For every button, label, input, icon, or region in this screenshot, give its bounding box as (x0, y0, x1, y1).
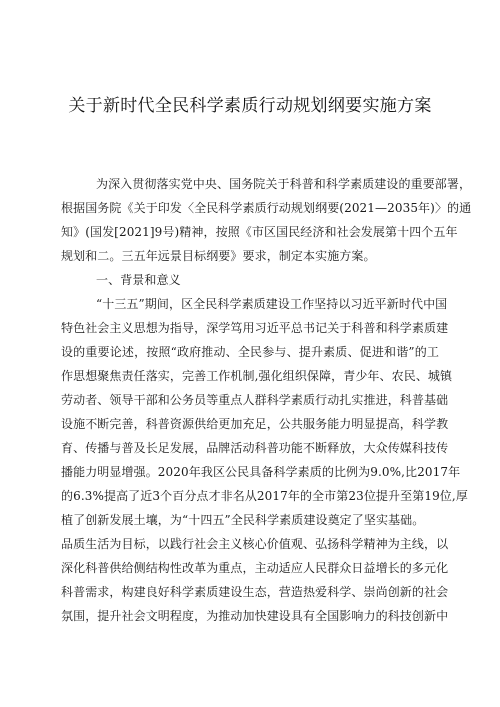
paragraph-line: 设施不断完善，科普资源供给更加充足，公共服务能力明显提高，科学教 (61, 417, 449, 431)
paragraph-line: 劳动者、领导干部和公务员等重点人群科学素质行动扎实推进，科普基础 (61, 393, 449, 407)
paragraph-line: “十三五”期间，区全民科学素质建设工作坚持以习近平新时代中国 (96, 297, 448, 311)
paragraph-line: 深化科普供给侧结构性改革为重点，主动适应人民群众日益增长的多元化 (61, 561, 449, 575)
document-title: 关于新时代全民科学素质行动规划纲要实施方案 (68, 96, 432, 116)
paragraph-line: 为深入贯彻落实党中央、国务院关于科普和科学素质建设的重要部署， (96, 177, 472, 191)
paragraph-line: 的6.3%提高了近3个百分点才非名从2017年的全市第23位提升至第19位,厚 (61, 489, 468, 503)
section-heading: 一、背景和意义 (96, 273, 181, 287)
paragraph-line: 科普需求，构建良好科学素质建设生态，营造热爱科学、崇尚创新的社会 (61, 585, 449, 599)
paragraph-line: 播能力明显增强。2020年我区公民具备科学素质的比例为9.0%,比2017年 (61, 465, 461, 479)
paragraph-line: 作思想聚焦责任落实，完善工作机制,强化组织保障，青少年、农民、城镇 (61, 369, 453, 383)
paragraph-line: 植了创新发展土壤，为“十四五”全民科学素质建设奠定了坚实基础。 (61, 513, 425, 527)
paragraph-line: 特色社会主义思想为指导，深学笃用习近平总书记关于科普和科学素质建 (61, 321, 449, 335)
paragraph-line: 设的重要论述，按照“政府推动、全民参与、提升素质、促进和谐”的工 (61, 345, 439, 359)
paragraph-line: 知》(国发[2021]9号)精神，按照《市区国民经济和社会发展第十四个五年 (61, 225, 458, 239)
paragraph-line: 氛围，提升社会文明程度，为推动加快建设具有全国影响力的科技创新中 (61, 609, 449, 623)
paragraph-line: 品质生活为目标，以践行社会主义核心价值观、弘扬科学精神为主线，以 (61, 537, 449, 551)
paragraph-line: 规划和二。三五年远景目标纲要》要求，制定本实施方案。 (61, 249, 376, 263)
paragraph-line: 育、传播与普及长足发展，品牌活动科普功能不断释放，大众传媒科技传 (61, 441, 449, 455)
paragraph-line: 根据国务院《关于印发〈全民科学素质行动规划纲要(2021—2035年)〉的通 (61, 201, 472, 215)
